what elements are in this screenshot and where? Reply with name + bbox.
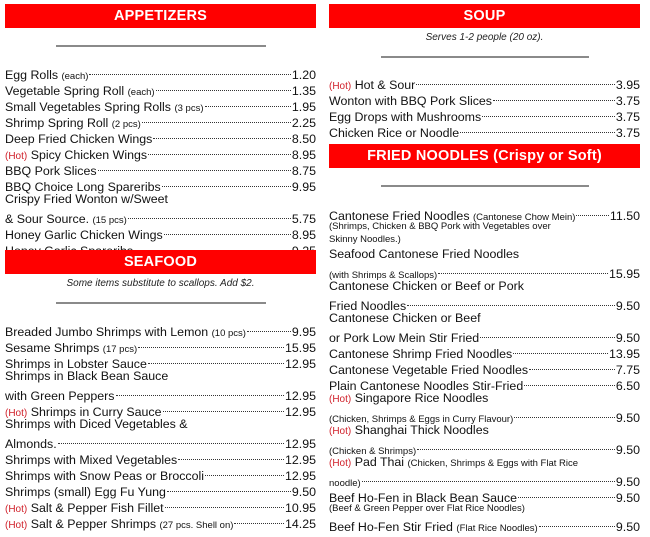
leader-dots: [576, 204, 609, 220]
hot-tag: (Hot): [5, 151, 28, 162]
menu-item: Cantonese Chicken or Beef or Pork Fried Noodles 9.50: [329, 279, 640, 313]
menu-item: BBQ Choice Long Spareribs 9.95: [5, 175, 316, 191]
item-price: 10.95: [284, 501, 316, 515]
menu-item: Cantonese Vegetable Fried Noodles 7.75: [329, 358, 640, 374]
menu-item: Beef Ho-Fen in Black Bean Sauce 9.50 (Beef & Green Pepper over Flat Rice Noodles): [329, 486, 640, 515]
item-price: 12.95: [284, 453, 316, 467]
menu-item: Shrimps in Lobster Sauce 12.95: [5, 352, 316, 368]
item-price: 1.20: [291, 68, 316, 82]
item-price: 2.25: [291, 116, 316, 130]
leader-dots: [518, 486, 615, 502]
leader-dots: [247, 320, 291, 336]
leader-dots: [165, 496, 284, 512]
leader-dots: [480, 326, 615, 342]
item-price: 14.25: [284, 517, 316, 531]
leader-dots: [417, 438, 615, 454]
item-price: 9.50: [615, 411, 640, 425]
leader-dots: [116, 384, 284, 400]
soup-section: [329, 4, 640, 58]
leader-dots: [142, 111, 291, 127]
leader-dots: [407, 294, 615, 310]
soup-header: SOUP: [329, 4, 640, 28]
leader-dots: [167, 480, 291, 496]
menu-item: (Hot) Singapore Rice Noodles (Chicken, Shrimps & Eggs in Curry Flavour) 9.50: [329, 391, 640, 425]
menu-item: (Hot) Shrimps in Curry Sauce 12.95: [5, 400, 316, 416]
leader-dots: [156, 79, 291, 95]
item-price: 3.75: [615, 126, 640, 140]
hot-tag: (Hot): [329, 458, 352, 469]
item-price: 12.95: [284, 469, 316, 483]
appetizers-section: [5, 4, 316, 47]
menu-item: Cantonese Fried Noodles (Cantonese Chow Mein) 11.50 (Shrimps, Chicken & BBQ Pork with Vegetables over Skinny Noodles.): [329, 204, 640, 246]
item-description: (Shrimps, Chicken & BBQ Pork with Vegetables over: [329, 221, 551, 232]
item-description: (Beef & Green Pepper over Flat Rice Noodles): [329, 503, 525, 514]
menu-item: Sesame Shrimps (17 pcs) 15.95: [5, 336, 316, 352]
hot-tag: (Hot): [5, 520, 28, 531]
menu-item: Breaded Jumbo Shrimps with Lemon (10 pcs) 9.95: [5, 320, 316, 336]
seafood-section: [5, 250, 316, 304]
hot-tag: (Hot): [5, 504, 28, 515]
leader-dots: [178, 448, 284, 464]
item-price: 15.95: [608, 267, 640, 281]
item-price: 9.50: [615, 475, 640, 489]
item-price: 13.95: [608, 347, 640, 361]
menu-item: Shrimps with Diced Vegetables & Almonds. 12.95: [5, 417, 316, 451]
leader-dots: [89, 63, 290, 79]
fried-noodles-list: [329, 204, 640, 534]
menu-item: Egg Drops with Mushrooms 3.75: [329, 105, 640, 121]
appetizers-divider: [56, 45, 266, 47]
seafood-header: SEAFOOD: [5, 250, 316, 274]
appetizers-header: APPETIZERS: [5, 4, 316, 28]
leader-dots: [205, 464, 284, 480]
leader-dots: [493, 89, 615, 105]
leader-dots: [416, 73, 615, 89]
item-price: 9.50: [291, 485, 316, 499]
menu-item: Shrimps with Snow Peas or Broccoli 12.95: [5, 464, 316, 480]
item-price: 12.95: [284, 437, 316, 451]
item-price: 9.95: [291, 325, 316, 339]
menu-item: (Hot) Shanghai Thick Noodles (Chicken & Shrimps) 9.50: [329, 423, 640, 457]
leader-dots: [153, 127, 291, 143]
menu-item: Wonton with BBQ Pork Slices 3.75: [329, 89, 640, 105]
leader-dots: [438, 262, 608, 278]
menu-item: (Hot) Hot & Sour 3.95: [329, 73, 640, 89]
item-price: 8.95: [291, 228, 316, 242]
item-price: 9.95: [291, 180, 316, 194]
leader-dots: [163, 400, 284, 416]
seafood-list: [5, 320, 316, 531]
menu-item: Deep Fried Chicken Wings 8.50: [5, 127, 316, 143]
leader-dots: [162, 175, 291, 191]
item-price: 1.35: [291, 84, 316, 98]
hot-tag: (Hot): [329, 426, 352, 437]
leader-dots: [234, 512, 284, 528]
menu-item: Egg Rolls (each) 1.20: [5, 63, 316, 79]
leader-dots: [205, 95, 291, 111]
menu-item: Shrimps (small) Egg Fu Yung 9.50: [5, 480, 316, 496]
leader-dots: [164, 223, 291, 239]
leader-dots: [514, 406, 615, 422]
appetizers-list: [5, 63, 316, 255]
item-price: 6.50: [615, 379, 640, 393]
item-price: 7.75: [615, 363, 640, 377]
item-price: 1.95: [291, 100, 316, 114]
menu-item: Seafood Cantonese Fried Noodles (with Shrimps & Scallops) 15.95: [329, 247, 640, 281]
menu-item: (Hot) Salt & Pepper Fish Fillet 10.95: [5, 496, 316, 512]
soup-divider: [381, 56, 589, 58]
leader-dots: [148, 143, 291, 159]
menu-item: Shrimps with Mixed Vegetables 12.95: [5, 448, 316, 464]
menu-item: (Hot) Spicy Chicken Wings 8.95: [5, 143, 316, 159]
soup-list: [329, 73, 640, 140]
menu-item: Vegetable Spring Roll (each) 1.35: [5, 79, 316, 95]
item-price: 12.95: [284, 389, 316, 403]
item-price: 12.95: [284, 357, 316, 371]
leader-dots: [482, 105, 615, 121]
item-price: 5.75: [291, 212, 316, 226]
fried-noodles-section: [329, 144, 640, 187]
item-price: 3.95: [615, 78, 640, 92]
hot-tag: (Hot): [329, 81, 352, 92]
item-price: 8.50: [291, 132, 316, 146]
leader-dots: [524, 374, 615, 390]
leader-dots: [98, 159, 291, 175]
seafood-divider: [56, 302, 266, 304]
leader-dots: [539, 515, 615, 531]
leader-dots: [58, 432, 284, 448]
seafood-note: Some items substitute to scallops. Add $2.: [66, 278, 255, 289]
menu-item: Crispy Fried Wonton w/Sweet & Sour Source. (15 pcs) 5.75: [5, 192, 316, 226]
menu-item: Honey Garlic Chicken Wings 8.95: [5, 223, 316, 239]
soup-note: Serves 1-2 people (20 oz).: [425, 32, 544, 43]
menu-item: Shrimps in Black Bean Sauce with Green Peppers 12.95: [5, 369, 316, 403]
item-price: 15.95: [284, 341, 316, 355]
leader-dots: [138, 336, 284, 352]
item-price: 9.50: [615, 331, 640, 345]
leader-dots: [362, 470, 615, 486]
hot-tag: (Hot): [329, 394, 352, 405]
leader-dots: [148, 352, 284, 368]
item-price: 9.50: [615, 491, 640, 505]
fried-noodles-divider: [381, 185, 589, 187]
menu-item: Small Vegetables Spring Rolls (3 pcs) 1.95: [5, 95, 316, 111]
leader-dots: [513, 342, 608, 358]
menu-item: Cantonese Shrimp Fried Noodles 13.95: [329, 342, 640, 358]
item-price: 3.75: [615, 110, 640, 124]
menu-item: BBQ Pork Slices 8.75: [5, 159, 316, 175]
menu-item: Plain Cantonese Noodles Stir-Fried 6.50: [329, 374, 640, 390]
item-price: 12.95: [284, 405, 316, 419]
item-price: 9.50: [615, 520, 640, 534]
leader-dots: [529, 358, 615, 374]
menu-item: (Hot) Salt & Pepper Shrimps (27 pcs. Shell on) 14.25: [5, 512, 316, 528]
item-price: 11.50: [609, 209, 640, 223]
item-description: Skinny Noodles.): [329, 234, 401, 245]
fried-noodles-header: FRIED NOODLES (Crispy or Soft): [329, 144, 640, 168]
item-price: 9.50: [615, 299, 640, 313]
menu-item: (Hot) Pad Thai (Chicken, Shrimps & Eggs with Flat Rice noodle) 9.50: [329, 455, 640, 489]
item-price: 8.95: [291, 148, 316, 162]
menu-item: Shrimp Spring Roll (2 pcs) 2.25: [5, 111, 316, 127]
hot-tag: (Hot): [5, 408, 28, 419]
item-price: 8.75: [291, 164, 316, 178]
menu-item: Chicken Rice or Noodle 3.75: [329, 121, 640, 137]
menu-item: Beef Ho-Fen Stir Fried (Flat Rice Noodles) 9.50: [329, 515, 640, 531]
leader-dots: [460, 121, 615, 137]
item-price: 3.75: [615, 94, 640, 108]
item-price: 9.50: [615, 443, 640, 457]
leader-dots: [128, 207, 291, 223]
menu-item: Cantonese Chicken or Beef or Pork Low Mein Stir Fried 9.50: [329, 311, 640, 345]
